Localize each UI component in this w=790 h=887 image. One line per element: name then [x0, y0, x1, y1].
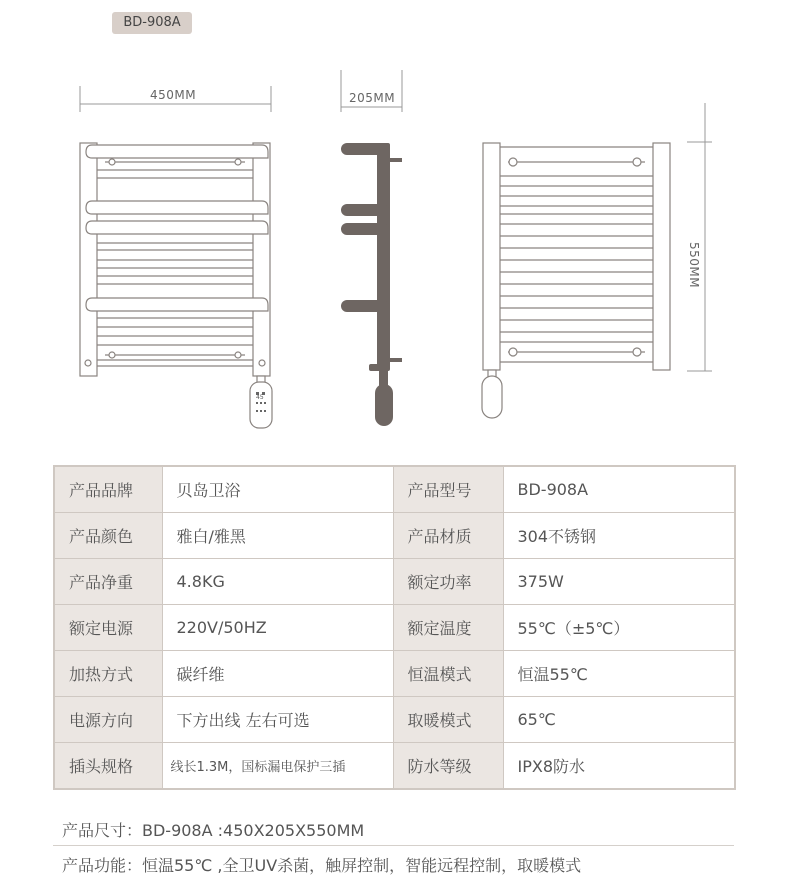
height-dimension-label: 550MM	[687, 241, 702, 289]
spec-label: 额定温度	[393, 605, 503, 651]
spec-label: 产品品牌	[54, 466, 162, 513]
spec-value: 375W	[503, 559, 735, 605]
spec-value: 304不锈钢	[503, 513, 735, 559]
spec-value: 55℃（±5℃）	[503, 605, 735, 651]
controller-display-text: 45	[256, 394, 264, 401]
table-row	[54, 559, 735, 605]
width-dimension-label: 450MM	[150, 88, 197, 102]
width-dimension-line	[80, 86, 271, 112]
spec-label: 额定功率	[393, 559, 503, 605]
model-tag: BD-908A	[112, 12, 192, 34]
spec-value: 碳纤维	[162, 651, 393, 697]
table-row	[54, 466, 735, 513]
spec-value: 4.8KG	[162, 559, 393, 605]
spec-label: 产品颜色	[54, 513, 162, 559]
product-function-line: 产品功能：恒温55℃ ,全卫UV杀菌，触屏控制，智能远程控制，取暖模式	[62, 856, 582, 875]
spec-value: 雅白/雅黑	[162, 513, 393, 559]
spec-label: 防水等级	[393, 743, 503, 790]
front-view	[80, 143, 272, 428]
spec-value: 贝岛卫浴	[162, 466, 393, 513]
spec-label: 取暖模式	[393, 697, 503, 743]
spec-label: 产品净重	[54, 559, 162, 605]
spec-value: 恒温55℃	[503, 651, 735, 697]
divider	[53, 845, 734, 846]
spec-label: 电源方向	[54, 697, 162, 743]
spec-label: 产品型号	[393, 466, 503, 513]
spec-value: 220V/50HZ	[162, 605, 393, 651]
spec-label: 产品材质	[393, 513, 503, 559]
spec-value: 65℃	[503, 697, 735, 743]
spec-value: 线长1.3M，国标漏电保护三插	[162, 743, 393, 790]
spec-value: IPX8防水	[503, 743, 735, 790]
side-view	[341, 143, 402, 426]
spec-label: 插头规格	[54, 743, 162, 790]
spec-table	[53, 465, 736, 790]
spec-label: 加热方式	[54, 651, 162, 697]
spec-label: 恒温模式	[393, 651, 503, 697]
spec-value: BD-908A	[503, 466, 735, 513]
table-row	[54, 651, 735, 697]
depth-dimension-label: 205MM	[349, 91, 396, 105]
height-dimension-line	[687, 103, 712, 371]
spec-value: 下方出线 左右可选	[162, 697, 393, 743]
table-row	[54, 697, 735, 743]
product-size-line: 产品尺寸：BD-908A :450X205X550MM	[62, 821, 365, 840]
table-row	[54, 513, 735, 559]
table-row	[54, 743, 735, 790]
back-view	[482, 143, 670, 418]
table-row	[54, 605, 735, 651]
depth-dimension-line	[341, 70, 402, 112]
spec-label: 额定电源	[54, 605, 162, 651]
